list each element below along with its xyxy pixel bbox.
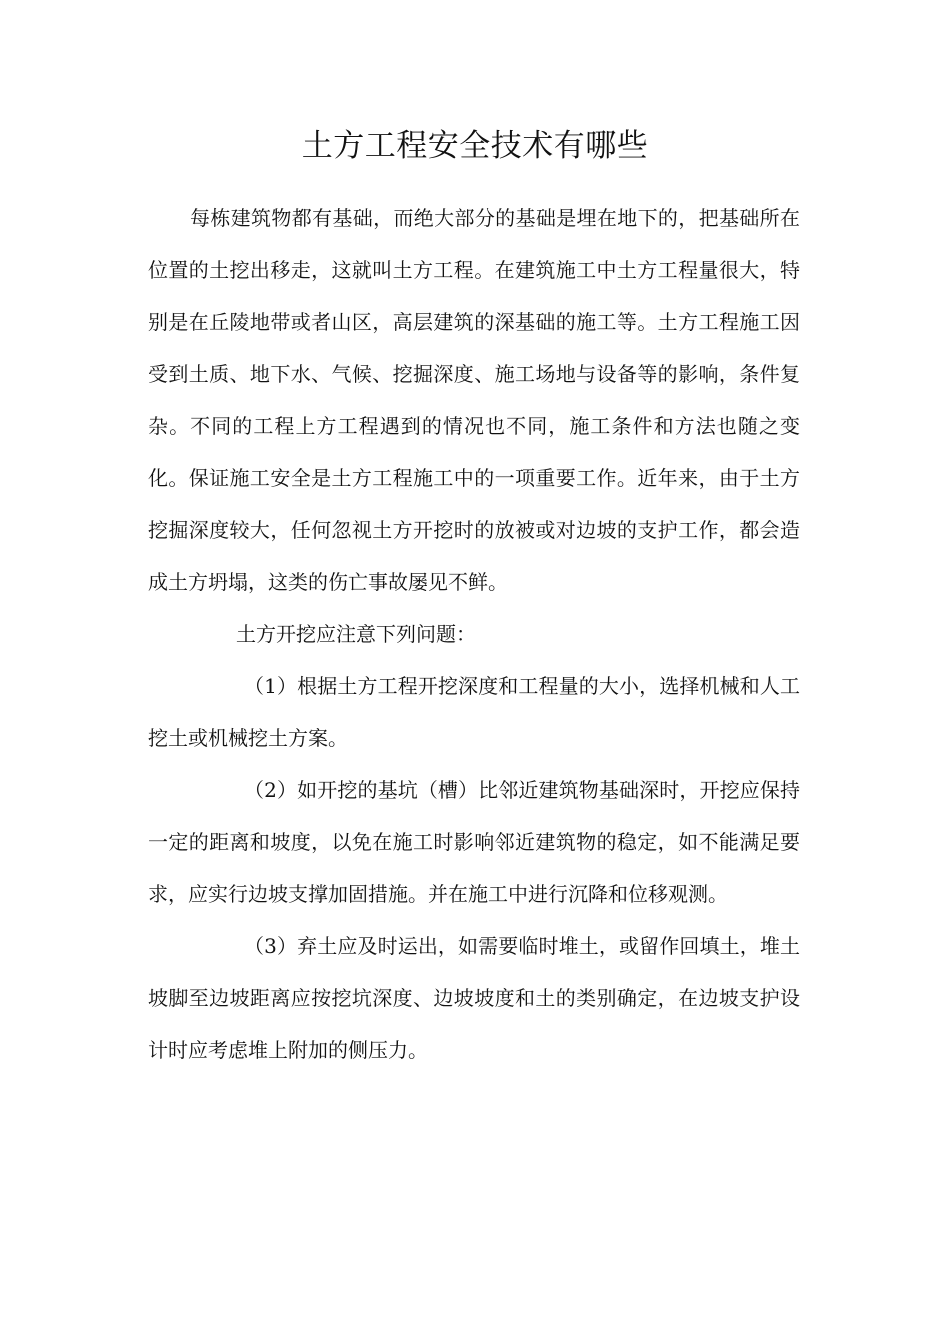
document-body	[148, 192, 800, 1076]
paragraph-lead-in: 土方开挖应注意下列问题：	[236, 622, 476, 646]
paragraph-intro: 每栋建筑物都有基础，而绝大部分的基础是埋在地下的，把基础所在位置的土挖出移走，这就叫土方工程。在建筑施工中土方工程量很大，特别是在丘陵地带或者山区，高层建筑的深基础的施工等。土方工程施工因受到土质、地下水、气候、挖掘深度、施工场地与设备等的影响，条件复杂。不同的工程上方工程遇到的情况也不同，施工条件和方法也随之变化。保证施工安全是土方工程施工中的一项重要工作。近年来，由于土方挖掘深度较大，任何忽视土方开挖时的放被或对边坡的支护工作，都会造成土方坍塌，这类的伤亡事故屡见不鲜。	[148, 206, 800, 594]
paragraph-item-1: （1）根据土方工程开挖深度和工程量的大小，选择机械和人工挖土或机械挖土方案。	[148, 674, 800, 750]
paragraph-item-3: （3）弃土应及时运出，如需要临时堆土，或留作回填土，堆土坡脚至边坡距离应按挖坑深度、边坡坡度和土的类别确定，在边坡支护设计时应考虑堆上附加的侧压力。	[148, 934, 800, 1062]
document-title: 土方工程安全技术有哪些	[301, 128, 649, 164]
paragraph-item-2: （2）如开挖的基坑（槽）比邻近建筑物基础深时，开挖应保持一定的距离和坡度，以免在施工时影响邻近建筑物的稳定，如不能满足要求，应实行边坡支撑加固措施。并在施工中进行沉降和位移观测。	[148, 778, 800, 906]
